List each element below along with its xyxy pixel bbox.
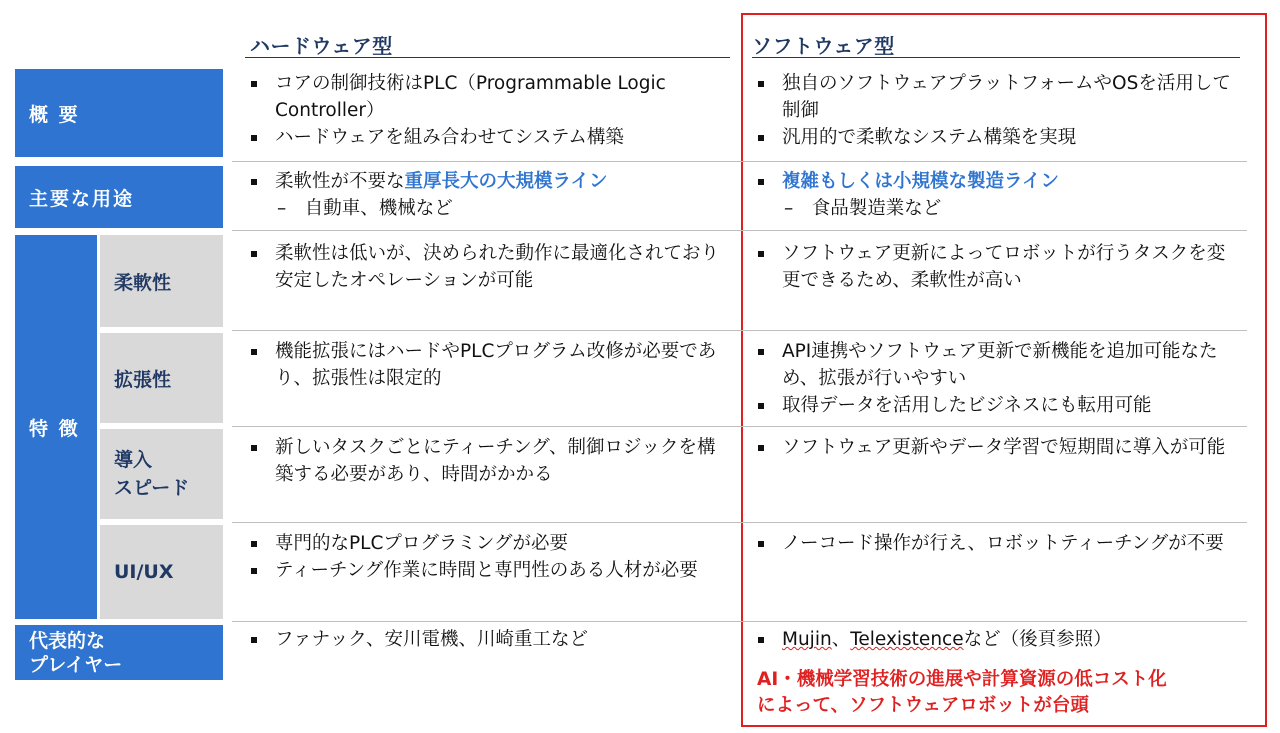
list-item: 機能拡張にはハードやPLCプログラム改修が必要であり、拡張性は限定的 [245, 338, 727, 392]
note-line-2: によって、ソフトウェアロボットが台頭 [757, 695, 1089, 716]
list-item: 取得データを活用したビジネスにも転用可能 [752, 392, 1237, 419]
sub-label-speed-line2: スピード [114, 477, 190, 499]
list-item: 新しいタスクごとにティーチング、制御ロジックを構築する必要があり、時間がかかる [245, 434, 727, 488]
column-header-hardware: ハードウェア型 [250, 34, 393, 58]
row-label-players-line2: プレイヤー [29, 653, 123, 676]
list-item: 独自のソフトウェアプラットフォームやOSを活用して制御 [752, 70, 1237, 124]
extensibility-hardware-cell [245, 338, 727, 392]
sub-label-extensibility: 拡張性 [100, 333, 223, 423]
players-software-cell [752, 626, 1237, 653]
row-label-players-line1: 代表的な [29, 629, 106, 652]
player-telexistence: Telexistence [850, 629, 964, 650]
column-header-underline-hardware [245, 57, 730, 58]
use-software-cell [752, 168, 1237, 222]
list-item: API連携やソフトウェア更新で新機能を追加可能なため、拡張が行いやすい [752, 338, 1237, 392]
sub-list-item: – 自動車、機械など [277, 198, 453, 219]
row-label-features: 特 徴 [15, 235, 97, 619]
software-trend-note [757, 667, 1257, 719]
column-header-software: ソフトウェア型 [752, 34, 895, 58]
row-separator [232, 230, 1247, 231]
player-separator: 、 [831, 629, 851, 650]
extensibility-software-cell [752, 338, 1237, 419]
player-rest: など（後頁参照） [963, 629, 1112, 650]
speed-hardware-cell [245, 434, 727, 488]
player-mujin: Mujin [782, 629, 832, 650]
row-label-use: 主要な用途 [15, 166, 223, 228]
list-item: ソフトウェア更新によってロボットが行うタスクを変更できるため、柔軟性が高い [752, 240, 1237, 294]
overview-software-cell [752, 70, 1237, 151]
row-label-overview: 概 要 [15, 69, 223, 157]
sub-label-uiux: UI/UX [100, 525, 223, 619]
row-separator [232, 621, 1247, 622]
row-separator [232, 161, 1247, 162]
list-item: 専門的なPLCプログラミングが必要 [245, 530, 727, 557]
note-line-1: AI・機械学習技術の進展や計算資源の低コスト化 [757, 669, 1167, 690]
list-item: ノーコード操作が行え、ロボットティーチングが不要 [752, 530, 1237, 557]
use-hardware-prefix: 柔軟性が不要な [275, 171, 405, 192]
list-item: ファナック、安川電機、川崎重工など [245, 626, 727, 653]
sub-label-speed [100, 429, 223, 519]
row-separator [232, 330, 1247, 331]
use-software-highlight: 複雑もしくは小規模な製造ライン [782, 171, 1059, 192]
speed-software-cell [752, 434, 1237, 461]
list-item: 汎用的で柔軟なシステム構築を実現 [752, 124, 1237, 151]
uiux-hardware-cell [245, 530, 727, 584]
sub-list-item: – 食品製造業など [784, 198, 942, 219]
flexibility-hardware-cell [245, 240, 727, 294]
row-separator [232, 426, 1247, 427]
list-item: ティーチング作業に時間と専門性のある人材が必要 [245, 557, 727, 584]
use-hardware-cell [245, 168, 725, 222]
list-item: 柔軟性は低いが、決められた動作に最適化されており安定したオペレーションが可能 [245, 240, 727, 294]
row-separator [232, 522, 1247, 523]
list-item: コアの制御技術はPLC（Programmable Logic Controller） [245, 70, 725, 124]
list-item [752, 168, 1237, 195]
uiux-software-cell [752, 530, 1237, 557]
list-item: ハードウェアを組み合わせてシステム構築 [245, 124, 725, 151]
players-hardware-cell [245, 626, 727, 653]
sub-label-flexibility: 柔軟性 [100, 235, 223, 327]
row-label-players [15, 625, 223, 680]
list-item: ソフトウェア更新やデータ学習で短期間に導入が可能 [752, 434, 1237, 461]
flexibility-software-cell [752, 240, 1237, 294]
list-item [752, 626, 1237, 653]
overview-hardware-cell [245, 70, 725, 151]
use-hardware-highlight: 重厚長大の大規模ライン [404, 171, 608, 192]
list-item [245, 168, 725, 195]
sub-label-speed-line1: 導入 [114, 449, 153, 471]
